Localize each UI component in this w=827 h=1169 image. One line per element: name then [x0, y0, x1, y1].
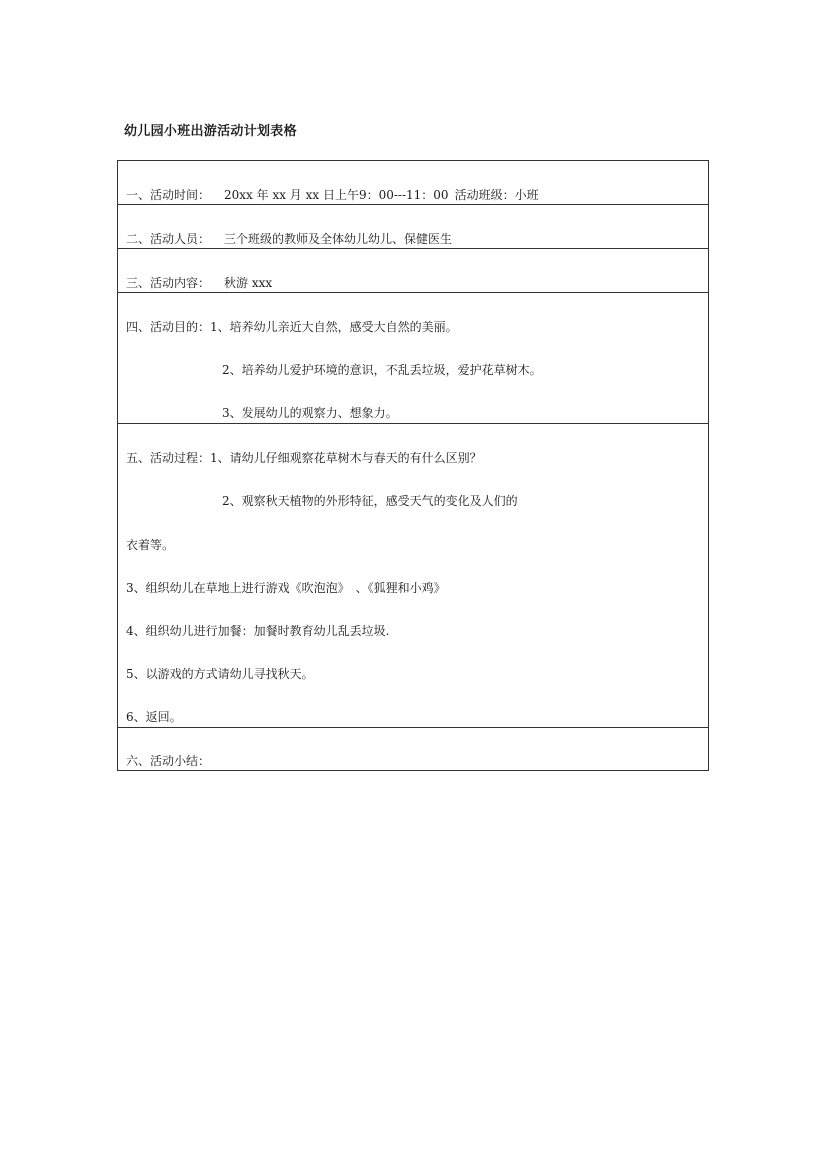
process-item: 2、观察秋天植物的外形特征，感受天气的变化及人们的 [222, 494, 518, 508]
table-row-goals [118, 293, 708, 424]
table-row-staff [118, 205, 708, 249]
class-value: 小班 [514, 188, 539, 202]
process-item: 3、组织幼儿在草地上进行游戏《吹泡泡》 、《狐狸和小鸡》 [126, 581, 446, 595]
process-item: 5、以游戏的方式请幼儿寻找秋天。 [126, 667, 314, 681]
goal-item: 1、培养幼儿亲近大自然，感受大自然的美丽。 [210, 320, 458, 334]
content-value: 秋游 xxx [224, 276, 273, 290]
process-item: 衣着等。 [126, 538, 175, 552]
staff-value: 三个班级的教师及全体幼儿幼儿、保健医生 [224, 232, 453, 246]
goals-label: 四、活动目的： [126, 320, 211, 334]
table-row-summary [118, 728, 708, 770]
summary-label: 六、活动小结： [126, 754, 211, 768]
table-row-content [118, 249, 708, 293]
table-row-process [118, 424, 708, 728]
content-line [126, 275, 272, 291]
time-value: 20xx 年 xx 月 xx 日上午9：00---11：00 [224, 188, 449, 202]
activity-plan-table [117, 160, 709, 771]
class-label: 活动班级： [454, 188, 515, 202]
staff-line [126, 231, 452, 247]
process-line-1 [126, 450, 482, 466]
staff-label: 二、活动人员： [126, 232, 211, 246]
goal-item: 2、培养幼儿爱护环境的意识，不乱丢垃圾，爱护花草树木。 [222, 363, 542, 377]
goals-line-1 [126, 319, 458, 335]
time-line [126, 187, 539, 203]
table-row-time [118, 161, 708, 205]
process-item: 6、返回。 [126, 710, 182, 724]
process-item: 1、请幼儿仔细观察花草树木与春天的有什么区别？ [210, 451, 482, 465]
process-label: 五、活动过程： [126, 451, 211, 465]
page-title: 幼儿园小班出游活动计划表格 [124, 124, 297, 139]
content-label: 三、活动内容： [126, 276, 211, 290]
goal-item: 3、发展幼儿的观察力、想象力。 [222, 406, 398, 420]
time-label: 一、活动时间： [126, 188, 211, 202]
process-item: 4、组织幼儿进行加餐：加餐时教育幼儿乱丢垃圾. [126, 624, 390, 638]
